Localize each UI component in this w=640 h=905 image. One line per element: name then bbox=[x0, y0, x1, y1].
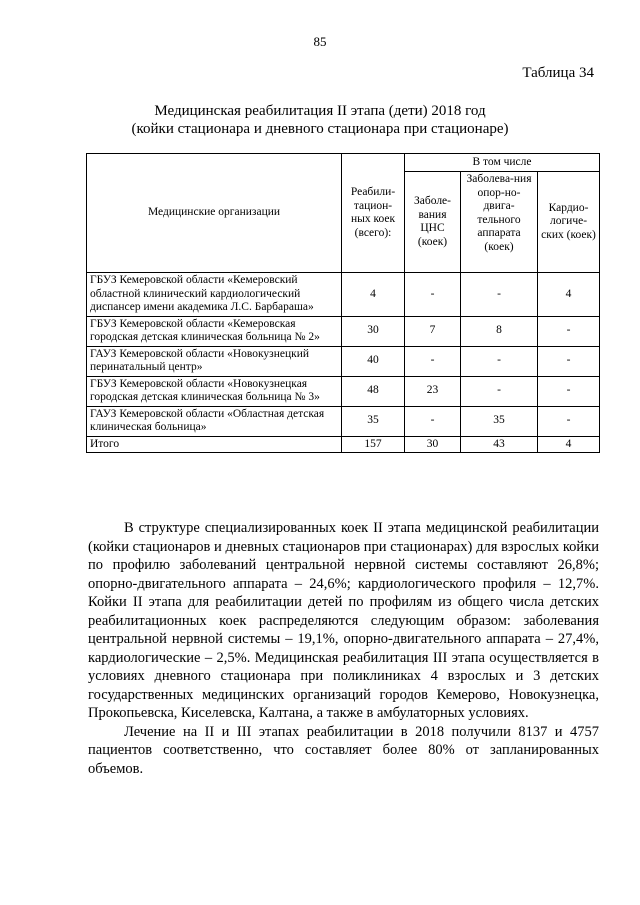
row-org: ГАУЗ Кемеровской области «Новокузнецкий перинатальный центр» bbox=[87, 346, 342, 376]
table-totals-row bbox=[87, 436, 600, 453]
table-title-line-2: (койки стационара и дневного стационара при стационаре) bbox=[131, 121, 509, 137]
row-cardio: - bbox=[538, 376, 600, 406]
row-cardio: - bbox=[538, 316, 600, 346]
header-including: В том числе bbox=[405, 154, 600, 172]
row-total: 4 bbox=[342, 273, 405, 317]
row-cns: 23 bbox=[405, 376, 461, 406]
row-cardio: - bbox=[538, 346, 600, 376]
row-total: 48 bbox=[342, 376, 405, 406]
row-org: ГБУЗ Кемеровской области «Кемеровский областной клинический кардиологический диспансер имени академика Л.С. Барбараша» bbox=[87, 273, 342, 317]
row-musculo: - bbox=[461, 376, 538, 406]
table-label: Таблица 34 bbox=[522, 65, 594, 81]
table-row bbox=[87, 273, 600, 317]
row-musculo: 8 bbox=[461, 316, 538, 346]
table-row bbox=[87, 346, 600, 376]
row-cns: 7 bbox=[405, 316, 461, 346]
totals-musculo: 43 bbox=[461, 436, 538, 453]
header-total: Реабили-тацион-ных коек (всего): bbox=[342, 154, 405, 273]
table-row bbox=[87, 316, 600, 346]
row-cns: - bbox=[405, 273, 461, 317]
table-row bbox=[87, 376, 600, 406]
totals-cardio: 4 bbox=[538, 436, 600, 453]
body-text bbox=[88, 519, 599, 778]
row-total: 40 bbox=[342, 346, 405, 376]
row-musculo: - bbox=[461, 273, 538, 317]
row-cns: - bbox=[405, 406, 461, 436]
row-total: 35 bbox=[342, 406, 405, 436]
paragraph-2: Лечение на II и III этапах реабилитации в 2018 получили 8137 и 4757 пациентов соответственно, что составляет более 80% от запланированных объемов. bbox=[88, 723, 599, 777]
row-musculo: - bbox=[461, 346, 538, 376]
paragraph-1: В структуре специализированных коек II этапа медицинской реабилитации (койки стационаров и дневных стационаров при стационарах) для взрослых койки по профилю заболеваний центральной нервной системы составляют 26,8%; опорно-двигательного аппарата – 24,6%; кардиологического профиля – 12,7%. Койки II этапа для реабилитации детей по профилям из общего числа детских реабилитационных коек распределяются следующим образом: заболевания центральной нервной системы – 19,1%, опорно-двигательного аппарата – 27,4%, кардиологические – 2,5%. Медицинская реабилитация III этапа осуществляется в условиях дневного стационара при поликлиниках 4 взрослых и 3 детских государственных медицинских организаций городов Кемерово, Новокузнецка, Прокопьевска, Киселевска, Калтана, а также в амбулаторных условиях. bbox=[88, 520, 599, 721]
page-number: 85 bbox=[313, 34, 327, 49]
row-cardio: 4 bbox=[538, 273, 600, 317]
totals-total: 157 bbox=[342, 436, 405, 453]
row-org: ГБУЗ Кемеровской области «Кемеровская городская детская клиническая больница № 2» bbox=[87, 316, 342, 346]
rehabilitation-beds-table bbox=[86, 153, 600, 453]
header-musculo: Заболева-ния опор-но-двига-тельного аппарата (коек) bbox=[461, 172, 538, 273]
totals-label: Итого bbox=[87, 436, 342, 453]
row-org: ГБУЗ Кемеровской области «Новокузнецкая городская детская клиническая больница № 3» bbox=[87, 376, 342, 406]
row-cardio: - bbox=[538, 406, 600, 436]
header-cardio: Кардио-логиче-ских (коек) bbox=[538, 172, 600, 273]
header-org: Медицинские организации bbox=[87, 154, 342, 273]
table-title-line-1: Медицинская реабилитация II этапа (дети) 2018 год bbox=[154, 103, 486, 119]
row-total: 30 bbox=[342, 316, 405, 346]
row-org: ГАУЗ Кемеровской области «Областная детская клиническая больница» bbox=[87, 406, 342, 436]
totals-cns: 30 bbox=[405, 436, 461, 453]
table-title bbox=[0, 102, 640, 138]
row-cns: - bbox=[405, 346, 461, 376]
table-row bbox=[87, 406, 600, 436]
row-musculo: 35 bbox=[461, 406, 538, 436]
header-cns: Заболе-вания ЦНС (коек) bbox=[405, 172, 461, 273]
